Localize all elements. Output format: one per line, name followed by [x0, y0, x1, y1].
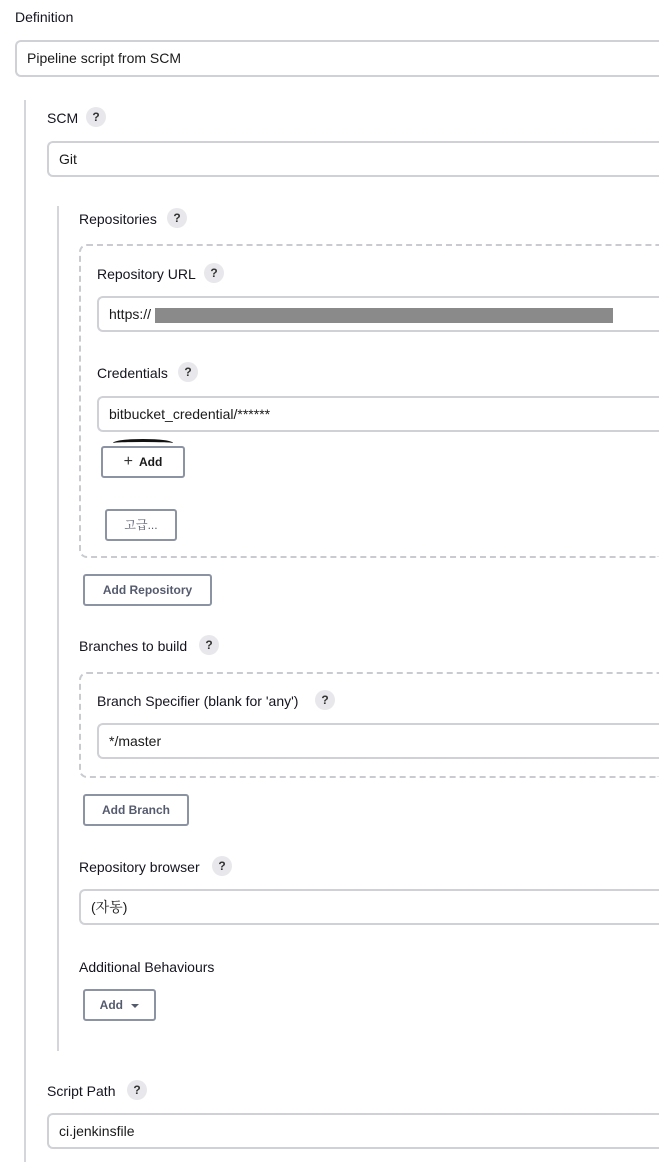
repositories-label: Repositories	[79, 211, 157, 227]
add-branch-button[interactable]: Add Branch	[83, 794, 189, 826]
definition-label: Definition	[15, 9, 74, 25]
branches-help-icon[interactable]: ?	[199, 635, 219, 655]
branch-specifier-help-icon[interactable]: ?	[315, 690, 335, 710]
script-path-help-icon[interactable]: ?	[127, 1080, 147, 1100]
repository-browser-select[interactable]: (자동)	[79, 889, 659, 925]
credentials-help-icon[interactable]: ?	[178, 362, 198, 382]
branches-label: Branches to build	[79, 638, 188, 654]
repository-browser-label: Repository browser	[79, 859, 200, 875]
add-repository-button[interactable]: Add Repository	[83, 574, 212, 606]
advanced-button[interactable]: 고급...	[105, 509, 177, 541]
repository-url-label: Repository URL	[97, 266, 196, 282]
definition-select[interactable]: Pipeline script from SCM	[15, 40, 659, 77]
add-credentials-label: Add	[139, 455, 163, 469]
git-section-line	[57, 206, 59, 1051]
repository-url-help-icon[interactable]: ?	[204, 263, 224, 283]
redacted-url-mask	[155, 308, 613, 323]
branch-specifier-label: Branch Specifier (blank for 'any')	[97, 693, 299, 709]
scm-label: SCM	[47, 110, 79, 126]
repository-url-input[interactable]: https://	[97, 296, 659, 332]
credentials-select[interactable]: bitbucket_credential/******	[97, 396, 659, 432]
branch-specifier-input[interactable]: */master	[97, 723, 659, 759]
scm-help-icon[interactable]: ?	[86, 107, 106, 127]
scm-select[interactable]: Git	[47, 141, 659, 177]
additional-behaviours-label: Additional Behaviours	[79, 959, 215, 975]
credentials-label: Credentials	[97, 365, 168, 381]
scm-section-line	[24, 100, 26, 1162]
script-path-input[interactable]: ci.jenkinsfile	[47, 1113, 659, 1149]
plus-icon: +	[123, 453, 133, 470]
add-behaviour-label: Add	[99, 998, 123, 1012]
script-path-label: Script Path	[47, 1083, 116, 1099]
add-credentials-button[interactable]	[101, 446, 185, 478]
repository-browser-help-icon[interactable]: ?	[212, 856, 232, 876]
caret-down-icon	[131, 1004, 139, 1008]
add-behaviour-button[interactable]	[83, 989, 156, 1021]
focus-arc	[113, 439, 173, 447]
repositories-help-icon[interactable]: ?	[167, 208, 187, 228]
